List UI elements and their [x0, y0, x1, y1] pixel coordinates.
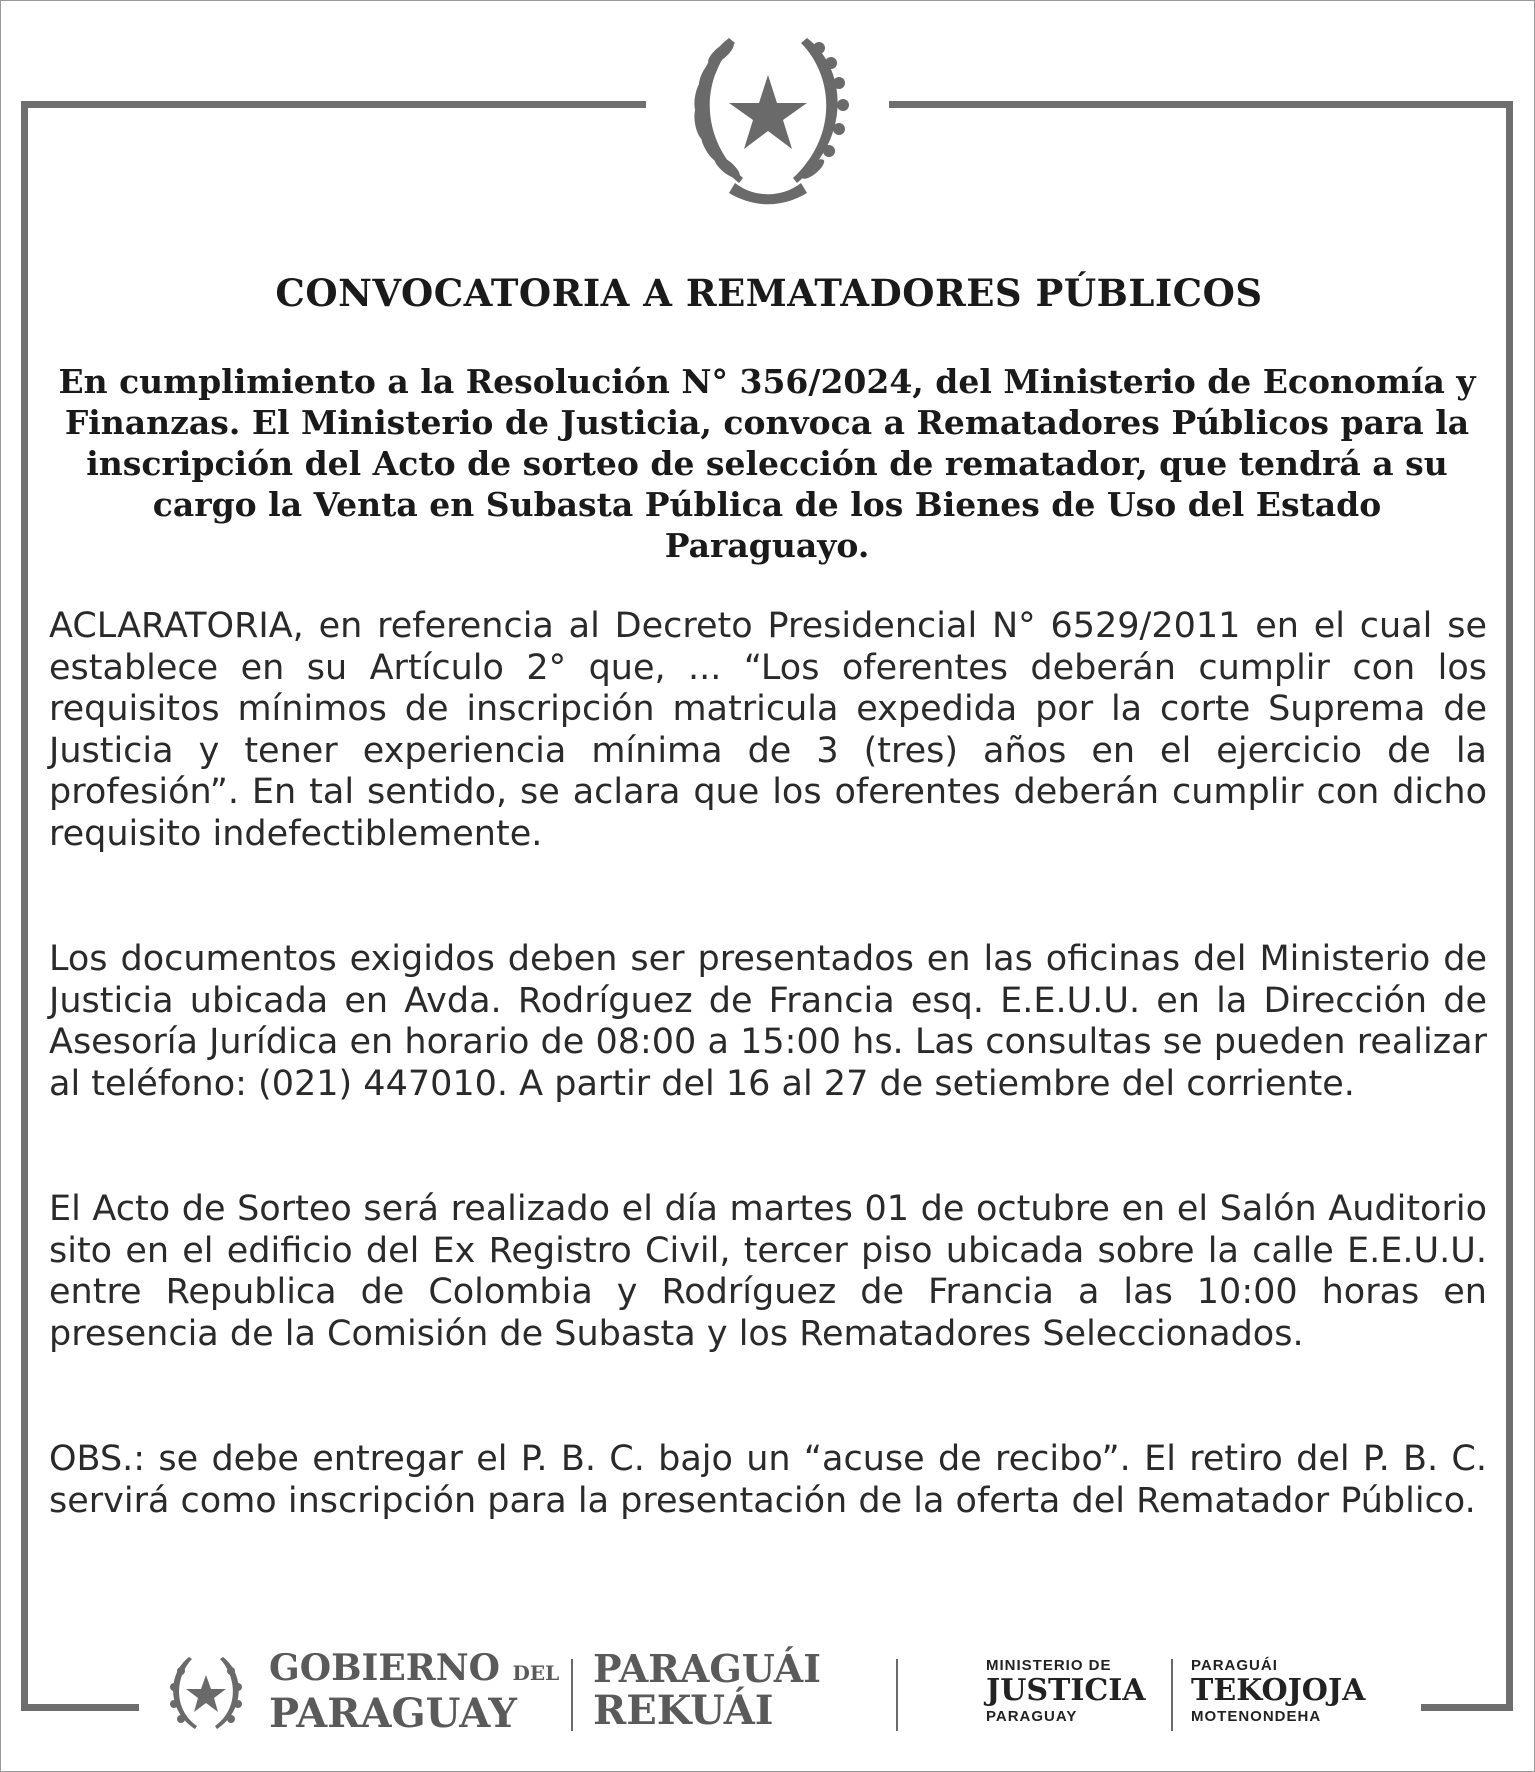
- paraguai-text: PARAGUÁI: [593, 1646, 822, 1691]
- ministerio-de-text: MINISTERIO DE: [986, 1657, 1112, 1674]
- frame-bottom-left-rule: [21, 1704, 139, 1711]
- gobierno-text: GOBIERNO: [269, 1647, 500, 1689]
- justicia-text: JUSTICIA: [986, 1673, 1146, 1708]
- frame-top-right-rule: [889, 101, 1513, 108]
- gobierno-crest-icon: [161, 1649, 251, 1739]
- gobierno-del-paraguay-logo: [269, 1649, 559, 1736]
- footer-logos: [151, 1646, 1421, 1749]
- frame-bottom-right-rule: [1421, 1704, 1513, 1711]
- paragraph-acto-sorteo: El Acto de Sorteo será realizado el día martes 01 de octubre en el Salón Auditorio sito en el edificio del Ex Registro Civil, tercer piso ubicada sobre la calle E.E.U.U. entre Republica de Colombia y Rodríguez de Francia a las 10:00 horas en presencia de la Comisión de Subasta y los Rematadores Seleccionados.: [49, 1189, 1487, 1354]
- star-laurel-crest-icon: [669, 23, 867, 208]
- notice-title: CONVOCATORIA A REMATADORES PÚBLICOS: [275, 271, 1263, 315]
- footer-divider: [896, 1659, 898, 1731]
- tekojoja-paraguai-text: PARAGUÁI: [1191, 1657, 1278, 1674]
- paraguai-tekojoja-logo: [1191, 1657, 1365, 1725]
- footer-divider: [1171, 1659, 1173, 1731]
- del-text: DEL: [512, 1661, 560, 1685]
- paraguai-rekuai-logo: [593, 1646, 822, 1734]
- paraguay-text: PARAGUAY: [269, 1690, 517, 1737]
- paragraph-documentos: Los documentos exigidos deben ser presentados en las oficinas del Ministerio de Justicia ubicada en Avda. Rodríguez de Francia esq. E.E.U.U. en la Dirección de Asesoría Jurídica en horario de 08:00 a 15:00 hs. Las consultas se pueden realizar al teléfono: (021) 447010. A partir del 16 al 27 de setiembre del corriente.: [49, 939, 1487, 1104]
- ministerio-paraguay-text: PARAGUAY: [986, 1708, 1078, 1725]
- paragraph-aclaratoria: ACLARATORIA, en referencia al Decreto Presidencial N° 6529/2011 en el cual se establece en su Artículo 2° que, ... “Los oferentes deberán cumplir con los requisitos mínimos de inscripción matricula expedida por la corte Suprema de Justicia y tener experiencia mínima de 3 (tres) años en el ejercicio de la profesión”. En tal sentido, se aclara que los oferentes deberán cumplir con dicho requisito indefectiblemente.: [49, 606, 1487, 854]
- rekuai-text: REKUÁI: [593, 1687, 774, 1734]
- paragraph-obs: OBS.: se debe entregar el P. B. C. bajo un “acuse de recibo”. El retiro del P. B. C. servirá como inscripción para la presentación de la oferta del Rematador Público.: [49, 1439, 1487, 1521]
- tekojoja-text: TEKOJOJA: [1191, 1673, 1366, 1708]
- frame-top-left-rule: [21, 101, 646, 108]
- motenondeha-text: MOTENONDEHA: [1191, 1708, 1322, 1725]
- footer-divider: [571, 1659, 573, 1731]
- ministerio-justicia-logo: [986, 1657, 1146, 1725]
- notice-lead: En cumplimiento a la Resolución N° 356/2024, del Ministerio de Economía y Finanzas. El Ministerio de Justicia, convoca a Rematadores Públicos para la inscripción del Acto de sorteo de selección de rematador, que tendrá a su cargo la Venta en Subasta Pública de los Bienes de Uso del Estado Paraguayo.: [58, 362, 1476, 565]
